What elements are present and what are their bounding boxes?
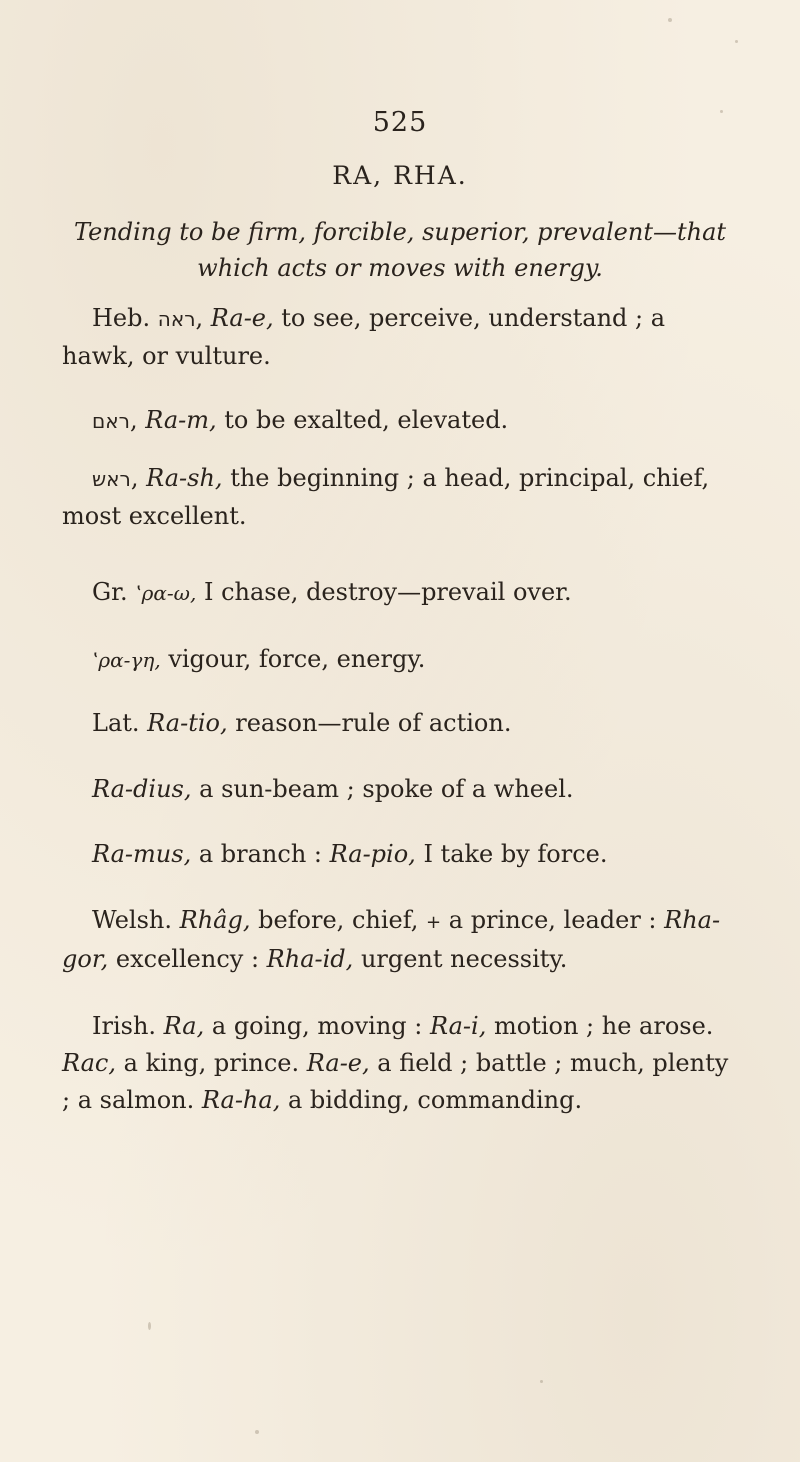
entry-definition: to see, perceive, understand ; a hawk, or vulture. (62, 304, 666, 370)
entry-definition: I chase, destroy—prevail over. (203, 578, 572, 606)
entry-definition-5: a bidding, commanding. (287, 1086, 583, 1114)
intro-line-2: which acts or moves with energy. (197, 254, 603, 282)
entry-definition: a sun-beam ; spoke of a wheel. (199, 775, 574, 803)
entry-term: Rhâg, (179, 906, 251, 934)
entry-term: Ra-sh, (146, 464, 223, 492)
entry-irish (62, 1008, 742, 1119)
entry-definition: before, chief, (258, 906, 419, 934)
language-label: Lat. (92, 709, 140, 737)
paper-speck (735, 40, 738, 43)
entry-term: ʽρα-γη, (92, 648, 161, 672)
entry-term: Ra-tio, (147, 709, 228, 737)
paper-speck (720, 110, 723, 113)
page-heading: RA, RHA. (332, 161, 468, 190)
language-label: Welsh. (92, 906, 172, 934)
entry-term: Ra-dius, (92, 775, 192, 803)
entry-term-2: Rha-gor, (62, 906, 721, 973)
entry-term: Ra-e, (210, 304, 274, 332)
entry-definition: vigour, force, energy. (168, 645, 426, 673)
entry-definition: a going, moving : (211, 1012, 423, 1040)
intro-line-1: Tending to be firm, forcible, superior, prevalent—that (73, 218, 727, 246)
plus-sign: + (426, 912, 442, 933)
entry-definition-3: a king, prince. (123, 1049, 300, 1077)
paper-speck (540, 1380, 543, 1383)
language-label: Gr. (92, 578, 128, 606)
entry-latin-3 (62, 836, 742, 873)
entry-definition-4: a field ; battle ; much, plenty ; a salmon. (62, 1049, 729, 1114)
entry-definition-2: a prince, leader : (448, 906, 657, 934)
entry-term: ʽρα-ω, (135, 581, 197, 605)
entry-latin-2 (62, 771, 742, 808)
entry-term: Ra-m, (145, 406, 217, 434)
entry-definition: the beginning ; a head, principal, chief, most excellent. (62, 464, 710, 530)
entry-term: Ra-mus, (92, 840, 192, 868)
entry-hebrew-2: ראם, Ra-m, to be exalted, elevated. (92, 406, 509, 434)
entry-term-3: Rac, (62, 1049, 116, 1077)
entry-term: Ra, (163, 1012, 205, 1040)
page-number: 525 (372, 107, 428, 138)
entry-term-3: Rha-id, (266, 945, 354, 973)
hebrew-word: ראש (92, 467, 131, 491)
entry-definition-3: excellency : (115, 945, 260, 973)
hebrew-word: ראם (92, 409, 130, 433)
paper-speck (668, 18, 672, 22)
paper-speck (148, 1322, 151, 1330)
entry-definition: reason—rule of action. (235, 709, 512, 737)
entry-latin-1 (62, 705, 742, 742)
paper-speck (255, 1430, 259, 1434)
entry-definition-4: urgent necessity. (360, 945, 568, 973)
entry-hebrew-3: ראש, Ra-sh, the beginning ; a head, principal, chief, most excellent. (62, 464, 710, 530)
entry-definition: a branch : (198, 840, 322, 868)
entry-term-2: Ra-pio, (329, 840, 416, 868)
entry-greek-1 (62, 574, 742, 612)
entry-term-4: Ra-e, (306, 1049, 370, 1077)
entry-welsh (62, 902, 742, 978)
entry-hebrew-1: Heb. ראה, Ra-e, to see, perceive, understand ; a hawk, or vulture. (62, 304, 666, 370)
entry-definition: to be exalted, elevated. (224, 406, 509, 434)
entry-term-5: Ra-ha, (201, 1086, 281, 1114)
entry-definition-2: I take by force. (423, 840, 608, 868)
entry-term-2: Ra-i, (430, 1012, 487, 1040)
language-label: Heb. (92, 304, 151, 332)
language-label: Irish. (92, 1012, 157, 1040)
intro-definition (0, 214, 800, 286)
hebrew-word: ראה (157, 307, 196, 331)
entry-definition-2: motion ; he arose. (493, 1012, 714, 1040)
entry-greek-2 (62, 641, 742, 679)
